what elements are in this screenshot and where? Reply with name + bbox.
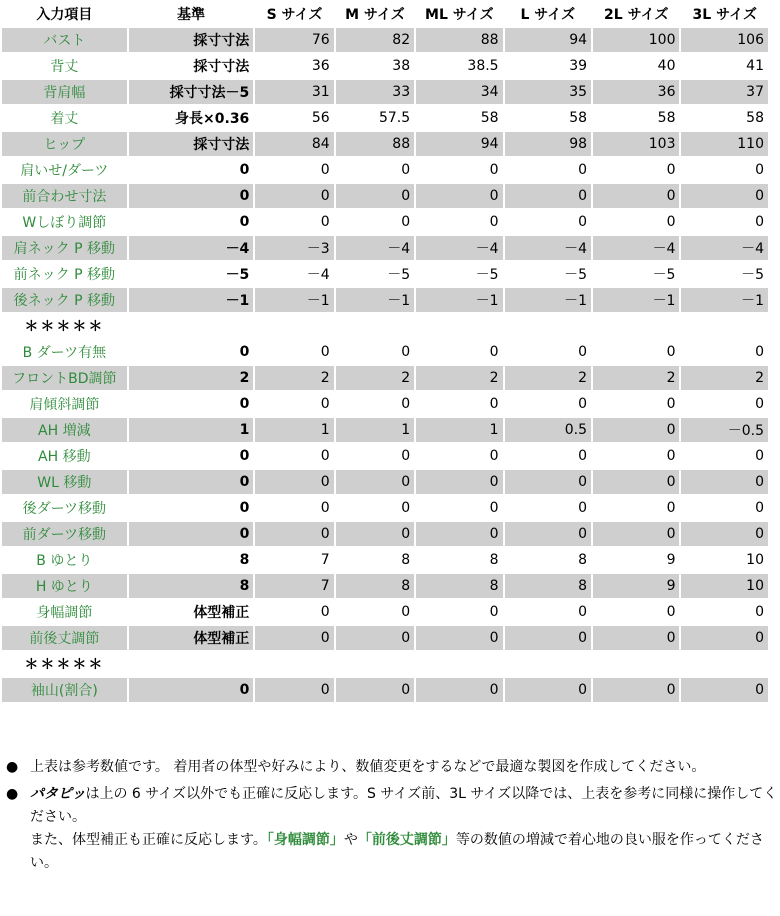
size-value-cell: 0 (681, 496, 768, 520)
size-value-cell: 38 (336, 54, 414, 78)
size-value-cell: 41 (681, 54, 768, 78)
size-value-cell: 98 (505, 132, 591, 156)
size-value-cell: 37 (681, 80, 768, 104)
size-value-cell: 58 (593, 106, 679, 130)
size-value-cell: 0 (505, 210, 591, 234)
size-value-cell: 0 (255, 392, 333, 416)
size-value-cell: 58 (505, 106, 591, 130)
row-base-value: 0 (129, 392, 254, 416)
size-value-cell: 1 (255, 418, 333, 442)
table-row (2, 210, 768, 234)
size-value-cell: 2 (255, 366, 333, 390)
size-value-cell: －5 (593, 262, 679, 286)
note-3-mid: や (343, 832, 358, 848)
row-label: フロントBD調節 (2, 366, 127, 390)
row-base-value: －5 (129, 262, 254, 286)
size-value-cell: 38.5 (416, 54, 502, 78)
size-value-cell: 0 (255, 158, 333, 182)
size-value-cell: 9 (593, 548, 679, 572)
row-label: 身幅調節 (2, 600, 127, 624)
brand-name: パタピッ (30, 786, 86, 802)
size-value-cell: 76 (255, 28, 333, 52)
size-value-cell: 0 (505, 522, 591, 546)
size-value-cell: －4 (336, 236, 414, 260)
size-value-cell: 8 (505, 574, 591, 598)
size-value-cell: －4 (505, 236, 591, 260)
row-base-value: －1 (129, 288, 254, 312)
row-label: 袖山(割合) (2, 678, 127, 702)
size-value-cell: －4 (255, 262, 333, 286)
table-row (2, 158, 768, 182)
size-value-cell: 0 (416, 496, 502, 520)
size-value-cell: 31 (255, 80, 333, 104)
table-row (2, 392, 768, 416)
size-value-cell: 0 (505, 340, 591, 364)
note-3-pre: また、体型補正も正確に反応します。 (30, 832, 267, 848)
table-row (2, 574, 768, 598)
size-value-cell: 88 (416, 28, 502, 52)
row-label: WL 移動 (2, 470, 127, 494)
row-label: 前後丈調節 (2, 626, 127, 650)
bullet-icon: ● (6, 786, 19, 802)
size-value-cell: 0 (416, 444, 502, 468)
table-row (2, 236, 768, 260)
size-value-cell: －5 (416, 262, 502, 286)
row-base-value: －4 (129, 236, 254, 260)
row-base-value: 0 (129, 496, 254, 520)
size-value-cell: 0 (336, 392, 414, 416)
row-base-value: 採寸寸法 (129, 28, 254, 52)
row-label: 肩いせ/ダーツ (2, 158, 127, 182)
empty-cell (593, 314, 679, 338)
table-row (2, 496, 768, 520)
note-3 (0, 829, 780, 875)
size-value-cell: 0 (336, 626, 414, 650)
size-value-cell: 0 (336, 470, 414, 494)
size-value-cell: 0 (593, 340, 679, 364)
size-value-cell: －5 (505, 262, 591, 286)
size-value-cell: －4 (593, 236, 679, 260)
size-value-cell: 0 (336, 210, 414, 234)
size-value-cell: 0 (505, 600, 591, 624)
row-base-value: 0 (129, 340, 254, 364)
row-label: AH 移動 (2, 444, 127, 468)
size-value-cell: 0 (681, 340, 768, 364)
size-value-cell: 106 (681, 28, 768, 52)
size-value-cell: －1 (255, 288, 333, 312)
size-value-cell: 0 (593, 678, 679, 702)
size-value-cell: 8 (336, 548, 414, 572)
notes (0, 756, 780, 875)
row-label: H ゆとり (2, 574, 127, 598)
size-value-cell: 84 (255, 132, 333, 156)
size-value-cell: 88 (336, 132, 414, 156)
table-row (2, 54, 768, 78)
size-value-cell: 0 (593, 392, 679, 416)
row-base-value: 8 (129, 574, 254, 598)
row-base-value: 0 (129, 522, 254, 546)
size-value-cell: 0 (681, 392, 768, 416)
size-value-cell: －4 (416, 236, 502, 260)
size-value-cell: 0 (255, 210, 333, 234)
row-label: 背丈 (2, 54, 127, 78)
size-value-cell: 36 (593, 80, 679, 104)
header-row (2, 2, 768, 26)
size-value-cell: 2 (681, 366, 768, 390)
table-row (2, 288, 768, 312)
size-value-cell: 0 (255, 496, 333, 520)
size-value-cell: 0 (255, 626, 333, 650)
size-value-cell: 10 (681, 548, 768, 572)
empty-cell (505, 652, 591, 676)
row-label: 後ネック P 移動 (2, 288, 127, 312)
size-value-cell: 0 (593, 600, 679, 624)
size-value-cell: 100 (593, 28, 679, 52)
row-label: AH 増減 (2, 418, 127, 442)
row-base-value: 採寸寸法－5 (129, 80, 254, 104)
size-value-cell: 0 (681, 158, 768, 182)
size-value-cell: 0 (336, 184, 414, 208)
size-value-cell: －3 (255, 236, 333, 260)
size-value-cell: －5 (681, 262, 768, 286)
size-value-cell: 10 (681, 574, 768, 598)
row-base-value: 1 (129, 418, 254, 442)
size-value-cell: 0.5 (505, 418, 591, 442)
row-label: B ゆとり (2, 548, 127, 572)
empty-cell (681, 314, 768, 338)
header-item: 入力項目 (2, 2, 127, 26)
size-value-cell: 0 (416, 340, 502, 364)
size-value-cell: 0 (593, 210, 679, 234)
size-value-cell: 0 (255, 184, 333, 208)
row-base-value: 身長×0.36 (129, 106, 254, 130)
size-value-cell: 0 (416, 210, 502, 234)
size-value-cell: 0 (255, 444, 333, 468)
size-value-cell: 0 (336, 678, 414, 702)
size-value-cell: 8 (505, 548, 591, 572)
table-row (2, 28, 768, 52)
table-row (2, 548, 768, 572)
size-value-cell: 0 (416, 626, 502, 650)
table-row (2, 184, 768, 208)
separator-label: ＊＊＊＊＊ (2, 314, 127, 338)
size-value-cell: 0 (416, 392, 502, 416)
size-value-cell: 94 (505, 28, 591, 52)
row-label: 肩ネック P 移動 (2, 236, 127, 260)
row-base-value: 0 (129, 444, 254, 468)
row-label: 肩傾斜調節 (2, 392, 127, 416)
size-value-cell: －0.5 (681, 418, 768, 442)
size-value-cell: 110 (681, 132, 768, 156)
size-value-cell: 0 (255, 600, 333, 624)
size-value-cell: 0 (681, 678, 768, 702)
header-size-3l: 3L サイズ (681, 2, 768, 26)
size-value-cell: 0 (505, 496, 591, 520)
row-label: Wしぼり調節 (2, 210, 127, 234)
size-value-cell: 0 (505, 392, 591, 416)
row-base-value: 2 (129, 366, 254, 390)
size-value-cell: 39 (505, 54, 591, 78)
size-value-cell: －1 (505, 288, 591, 312)
separator-row (2, 314, 768, 338)
size-value-cell: 0 (416, 522, 502, 546)
note-2 (0, 783, 780, 829)
size-value-cell: 0 (681, 600, 768, 624)
size-value-cell: 0 (336, 158, 414, 182)
row-base-value: 0 (129, 210, 254, 234)
size-value-cell: 2 (505, 366, 591, 390)
size-value-cell: －4 (681, 236, 768, 260)
header-size-l: L サイズ (505, 2, 591, 26)
row-label: ヒップ (2, 132, 127, 156)
empty-cell (505, 314, 591, 338)
size-value-cell: 0 (416, 678, 502, 702)
size-value-cell: 0 (416, 470, 502, 494)
row-label: 前ネック P 移動 (2, 262, 127, 286)
empty-cell (416, 652, 502, 676)
row-base-value: 0 (129, 678, 254, 702)
note-3-post: 等の数値の増減で着心地の良い服を作ってください。 (30, 832, 764, 871)
note-3-highlight-2: 「前後丈調節」 (357, 832, 456, 848)
size-value-cell: 0 (681, 210, 768, 234)
size-value-cell: 0 (593, 184, 679, 208)
table-row (2, 626, 768, 650)
size-value-cell: 2 (593, 366, 679, 390)
row-base-value: 採寸寸法 (129, 54, 254, 78)
table-row (2, 522, 768, 546)
empty-cell (255, 314, 333, 338)
size-value-cell: 57.5 (336, 106, 414, 130)
row-base-value: 0 (129, 184, 254, 208)
row-label: 前合わせ寸法 (2, 184, 127, 208)
size-value-cell: 0 (681, 626, 768, 650)
size-value-cell: 36 (255, 54, 333, 78)
table-row (2, 678, 768, 702)
size-value-cell: 0 (336, 444, 414, 468)
row-label: B ダーツ有無 (2, 340, 127, 364)
separator-row (2, 652, 768, 676)
size-value-cell: 94 (416, 132, 502, 156)
size-value-cell: 0 (505, 158, 591, 182)
row-label: 後ダーツ移動 (2, 496, 127, 520)
separator-label: ＊＊＊＊＊ (2, 652, 127, 676)
empty-cell (593, 652, 679, 676)
table-row (2, 80, 768, 104)
size-value-cell: －1 (416, 288, 502, 312)
size-value-cell: 0 (505, 444, 591, 468)
table-row (2, 262, 768, 286)
row-base-value: 体型補正 (129, 600, 254, 624)
table-row (2, 444, 768, 468)
size-value-cell: 58 (681, 106, 768, 130)
table-row (2, 600, 768, 624)
header-size-m: M サイズ (336, 2, 414, 26)
note-1 (0, 756, 780, 779)
size-value-cell: 0 (593, 444, 679, 468)
size-value-cell: 0 (505, 470, 591, 494)
size-value-cell: 0 (505, 626, 591, 650)
size-value-cell: 0 (505, 678, 591, 702)
row-base-value: 8 (129, 548, 254, 572)
empty-cell (416, 314, 502, 338)
size-value-cell: 0 (336, 600, 414, 624)
note-3-highlight-1: 「身幅調節」 (266, 832, 344, 848)
bullet-icon: ● (6, 759, 19, 775)
size-value-cell: 40 (593, 54, 679, 78)
empty-cell (129, 314, 254, 338)
size-value-cell: 34 (416, 80, 502, 104)
header-size-ml: ML サイズ (416, 2, 502, 26)
row-label: 前ダーツ移動 (2, 522, 127, 546)
size-value-cell: 33 (336, 80, 414, 104)
size-value-cell: 0 (593, 470, 679, 494)
size-value-cell: 1 (336, 418, 414, 442)
size-value-cell: 0 (336, 340, 414, 364)
size-value-cell: 0 (255, 340, 333, 364)
size-value-cell: 0 (255, 678, 333, 702)
row-base-value: 0 (129, 158, 254, 182)
size-value-cell: 0 (681, 444, 768, 468)
table-row (2, 340, 768, 364)
size-value-cell: 0 (416, 600, 502, 624)
size-value-cell: 103 (593, 132, 679, 156)
size-value-cell: 9 (593, 574, 679, 598)
size-value-cell: 0 (255, 522, 333, 546)
row-label: バスト (2, 28, 127, 52)
size-value-cell: 58 (416, 106, 502, 130)
size-value-cell: 8 (336, 574, 414, 598)
size-value-cell: －1 (681, 288, 768, 312)
size-value-cell: 0 (416, 184, 502, 208)
size-value-cell: 0 (593, 496, 679, 520)
table-row (2, 106, 768, 130)
table-row (2, 470, 768, 494)
size-value-cell: 7 (255, 574, 333, 598)
size-value-cell: 8 (416, 548, 502, 572)
header-size-2l: 2L サイズ (593, 2, 679, 26)
note-2-text: は上の 6 サイズ以外でも正確に反応します。S サイズ前、3L サイズ以降では、上表を参考に同様に操作してください。 (30, 786, 778, 825)
size-value-cell: 0 (336, 522, 414, 546)
note-1-text: 上表は参考数値です。 着用者の体型や好みにより、数値変更をするなどで最適な製図を作成してください。 (30, 759, 706, 775)
size-value-cell: 0 (416, 158, 502, 182)
size-value-cell: 0 (593, 418, 679, 442)
empty-cell (255, 652, 333, 676)
row-label: 背肩幅 (2, 80, 127, 104)
size-value-cell: 82 (336, 28, 414, 52)
empty-cell (129, 652, 254, 676)
empty-cell (681, 652, 768, 676)
row-label: 着丈 (2, 106, 127, 130)
size-value-cell: 0 (505, 184, 591, 208)
size-value-cell: 0 (593, 158, 679, 182)
size-value-cell: 0 (593, 626, 679, 650)
size-value-cell: 2 (336, 366, 414, 390)
header-base: 基準 (129, 2, 254, 26)
size-value-cell: 35 (505, 80, 591, 104)
size-value-cell: 0 (255, 470, 333, 494)
size-value-cell: 1 (416, 418, 502, 442)
header-size-s: S サイズ (255, 2, 333, 26)
size-value-cell: 0 (336, 496, 414, 520)
size-value-cell: 0 (593, 522, 679, 546)
table-row (2, 418, 768, 442)
table-row (2, 132, 768, 156)
empty-cell (336, 652, 414, 676)
row-base-value: 0 (129, 470, 254, 494)
row-base-value: 採寸寸法 (129, 132, 254, 156)
size-value-cell: 0 (681, 470, 768, 494)
size-value-cell: 56 (255, 106, 333, 130)
size-value-cell: －1 (593, 288, 679, 312)
size-value-cell: 8 (416, 574, 502, 598)
empty-cell (336, 314, 414, 338)
row-base-value: 体型補正 (129, 626, 254, 650)
size-value-cell: －1 (336, 288, 414, 312)
size-value-cell: 0 (681, 522, 768, 546)
size-value-cell: 0 (681, 184, 768, 208)
table-row (2, 366, 768, 390)
size-value-cell: －5 (336, 262, 414, 286)
size-value-cell: 2 (416, 366, 502, 390)
size-value-cell: 7 (255, 548, 333, 572)
